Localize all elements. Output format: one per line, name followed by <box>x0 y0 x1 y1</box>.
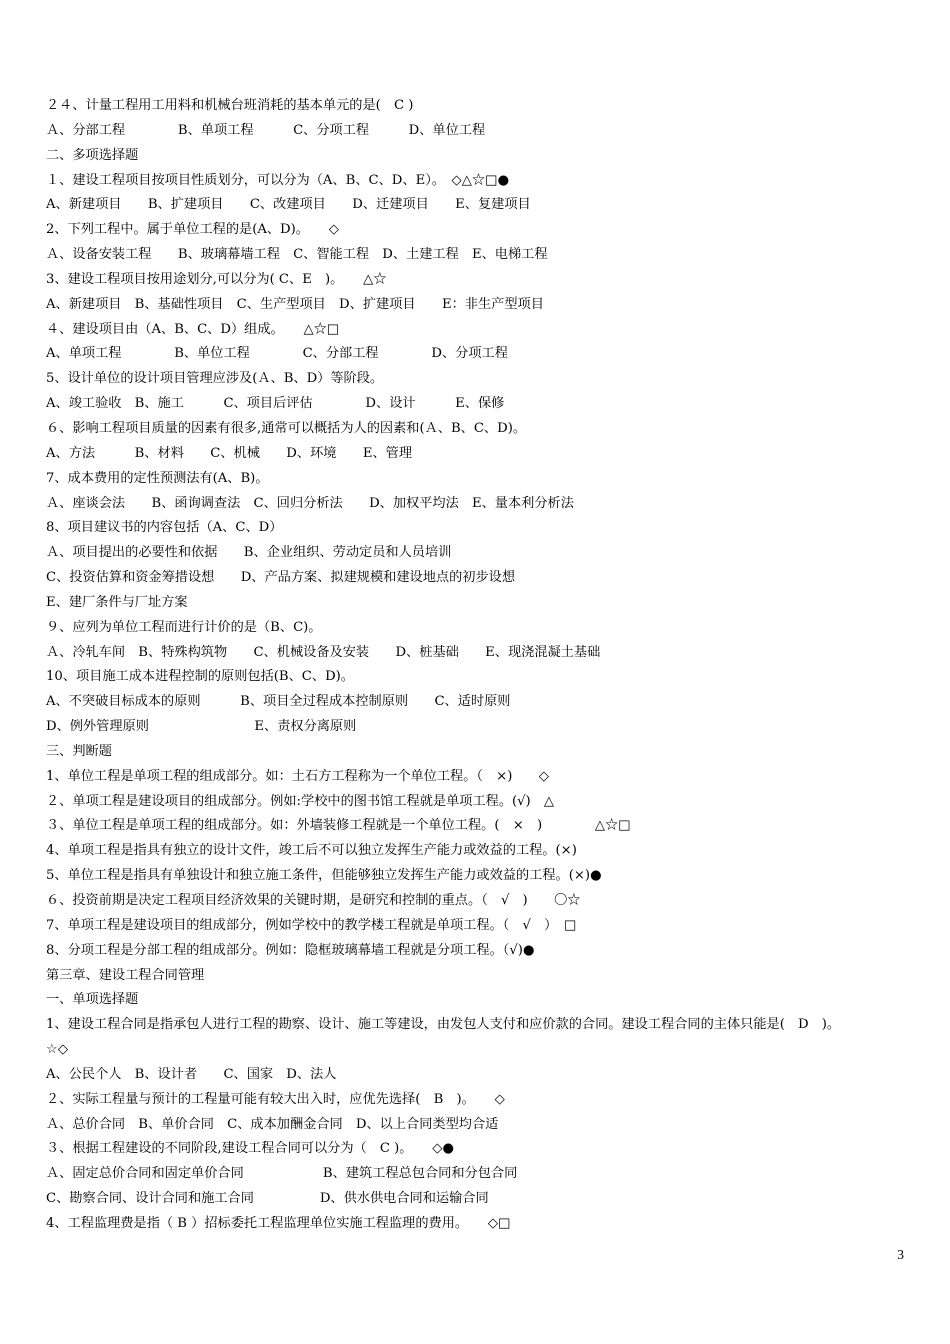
text-line: 5、设计单位的设计项目管理应涉及(Ａ、B、D）等阶段。 <box>46 371 384 387</box>
text-line: Ａ、分部工程 B、单项工程 C、分项工程 D、单位工程 <box>46 122 486 138</box>
text-line: ６、投资前期是决定工程项目经济效果的关键时期，是研究和控制的重点。（ √ ) 〇☆ <box>46 893 581 908</box>
text-line: 1、建设工程合同是指承包人进行工程的勘察、设计、施工等建设，由发包人支付和应价款的合同。建设工程合同的主体只能是( D )。 <box>46 1017 841 1033</box>
text-line: 8、项目建议书的内容包括（A、C、D） <box>46 520 283 536</box>
text-line: 10、项目施工成本进程控制的原则包括(B、C、D)。 <box>46 669 354 685</box>
text-line: ４、建设项目由（A、B、C、D）组成。 △☆□ <box>46 321 340 337</box>
text-line: A、方法 B、材料 C、机械 D、环境 E、管理 <box>46 445 413 461</box>
text-line: A、单项工程 B、单位工程 C、分部工程 D、分项工程 <box>46 346 508 362</box>
text-line: ３、单位工程是单项工程的组成部分。如：外墙装修工程就是一个单位工程。( × ) △☆□ <box>46 818 631 834</box>
text-line: C、勘察合同、设计合同和施工合同 D、供水供电合同和运输合同 <box>46 1191 489 1207</box>
text-line: 8、分项工程是分部工程的组成部分。例如：隐框玻璃幕墙工程就是分项工程。（√)● <box>46 942 535 958</box>
text-line: ６、影响工程项目质量的因素有很多,通常可以概括为人的因素和(Ａ、B、C、D)。 <box>46 420 527 436</box>
text-line: A、新建项目 B、基础性项目 C、生产型项目 D、扩建项目 E：非生产型项目 <box>46 296 544 312</box>
text-line: E、建厂条件与厂址方案 <box>46 594 188 610</box>
text-line: 二、多项选择题 <box>46 147 139 163</box>
page-number: 3 <box>897 1247 904 1262</box>
text-line: 3、建设工程项目按用途划分,可以分为( C、E )。 △☆ <box>46 271 387 287</box>
text-line: 7、单项工程是建设项目的组成部分，例如学校中的教学楼工程就是单项工程。（ √ ） □ <box>46 917 577 933</box>
text-line: Ａ、总价合同 B、单价合同 C、成本加酬金合同 D、以上合同类型均合适 <box>46 1116 499 1132</box>
text-line: Ａ、项目提出的必要性和依据 B、企业组织、劳动定员和人员培训 <box>46 545 452 561</box>
text-line: 5、单位工程是指具有单独设计和独立施工条件，但能够独立发挥生产能力或效益的工程。(×)● <box>46 868 602 884</box>
text-line: ２、实际工程量与预计的工程量可能有较大出入时，应优先选择( B )。 ◇ <box>46 1091 505 1107</box>
text-line: D、例外管理原则 E、责权分离原则 <box>46 719 357 735</box>
text-line: Ａ、座谈会法 B、函询调查法 C、回归分析法 D、加权平均法 E、量本利分析法 <box>46 495 574 511</box>
text-line: 1、单位工程是单项工程的组成部分。如：土石方工程称为一个单位工程。（ ×) ◇ <box>46 768 549 784</box>
text-line: C、投资估算和资金筹措设想 D、产品方案、拟建规模和建设地点的初步设想 <box>46 570 516 586</box>
text-line: 2、下列工程中。属于单位工程的是(A、D)。 ◇ <box>46 222 339 238</box>
text-line: ２４、计量工程用工用料和机械台班消耗的基本单元的是( C ) <box>46 98 414 113</box>
text-line: Ａ、冷轧车间 B、特殊构筑物 C、机械设备及安装 D、桩基础 E、现浇混凝土基础 <box>46 644 601 660</box>
text-line: A、竣工验收 B、施工 C、项目后评估 D、设计 E、保修 <box>46 396 505 412</box>
text-line: ２、单项工程是建设项目的组成部分。例如:学校中的图书馆工程就是单项工程。(√) △ <box>46 793 555 809</box>
text-line: ３、根据工程建设的不同阶段,建设工程合同可以分为（ C )。 ◇● <box>46 1141 454 1157</box>
document-body <box>46 94 916 1237</box>
text-line: ☆◇ <box>46 1042 68 1058</box>
text-line: Ａ、设备安装工程 B、玻璃幕墙工程 C、智能工程 D、土建工程 E、电梯工程 <box>46 247 548 263</box>
text-line: A、公民个人 B、设计者 C、国家 D、法人 <box>46 1066 337 1082</box>
text-line: 三、判断题 <box>46 743 112 759</box>
text-line: １、建设工程项目按项目性质划分，可以分为（A、B、C、D、E）。 ◇△☆□● <box>46 172 509 188</box>
text-line: 第三章、建设工程合同管理 <box>46 967 205 983</box>
text-line: A、不突破目标成本的原则 B、项目全过程成本控制原则 C、适时原则 <box>46 694 511 710</box>
text-line: 4、工程监理费是指（ B ）招标委托工程监理单位实施工程监理的费用。 ◇□ <box>46 1215 511 1231</box>
text-line: 4、单项工程是指具有独立的设计文件，竣工后不可以独立发挥生产能力或效益的工程。(×) <box>46 843 577 859</box>
text-line: 7、成本费用的定性预测法有(A、B)。 <box>46 470 269 486</box>
text-line: A、新建项目 B、扩建项目 C、改建项目 D、迁建项目 E、复建项目 <box>46 197 531 213</box>
text-line: 一、单项选择题 <box>46 992 139 1008</box>
text-line: ９、应列为单位工程而进行计价的是（B、C)。 <box>46 619 322 635</box>
text-line: Ａ、固定总价合同和固定单价合同 B、建筑工程总包合同和分包合同 <box>46 1166 518 1182</box>
